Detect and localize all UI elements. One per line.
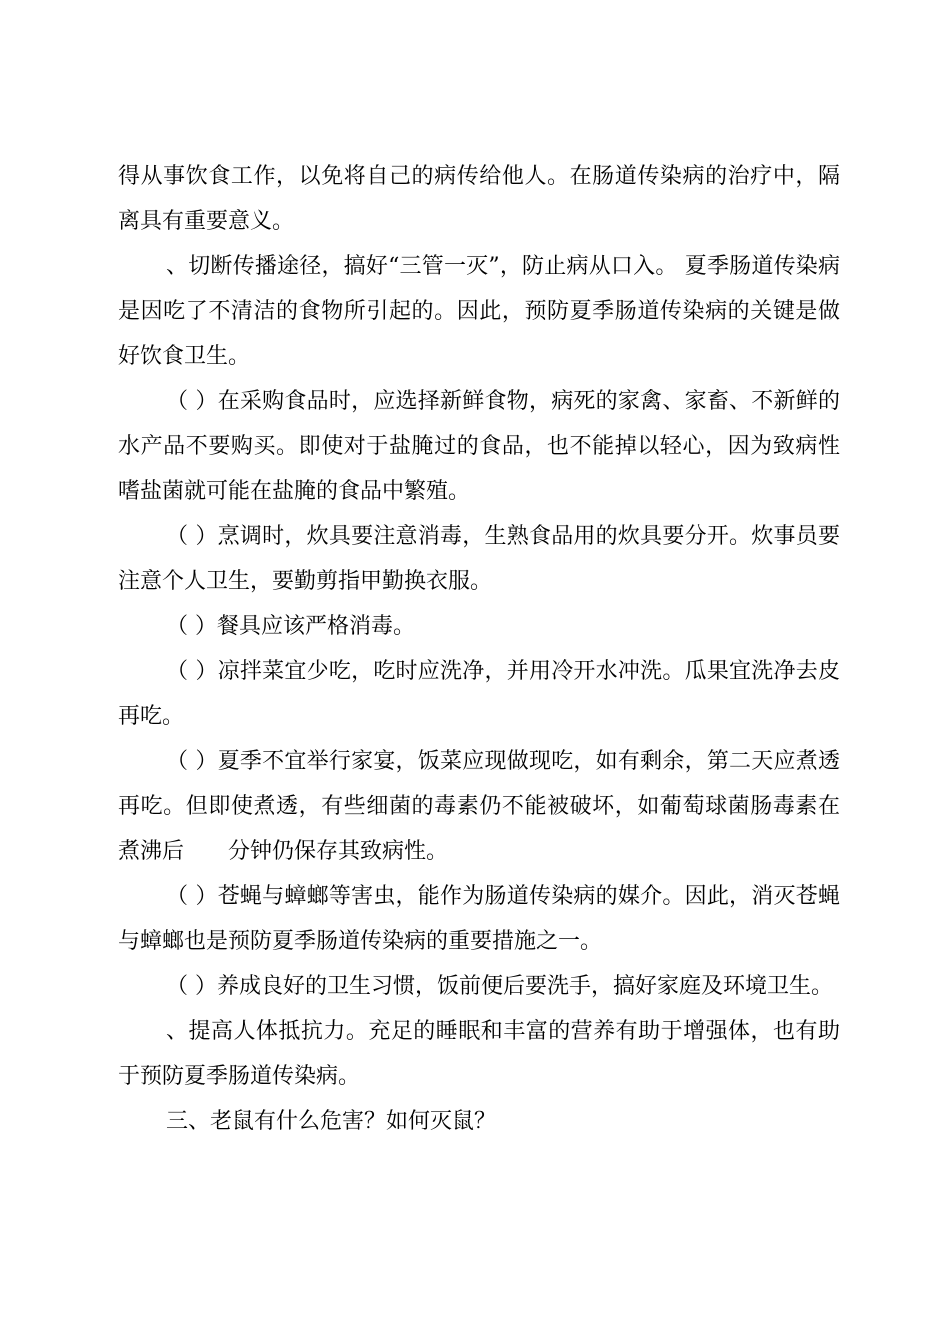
paragraph-tableware: （ ）餐具应该严格消毒。 <box>166 614 415 639</box>
paragraph-pests: （ ）苍蝇与蟑螂等害虫，能作为肠道传染病的媒介。因此，消灭苍蝇与蟑螂也是预防夏季肠道传染病的重要措施之一。 <box>118 884 840 954</box>
paragraph-resistance: 、提高人体抵抗力。充足的睡眠和丰富的营养有助于增强体，也有助于预防夏季肠道传染病。 <box>118 1019 840 1089</box>
paragraph-hygiene-habits: （ ）养成良好的卫生习惯，饭前便后要洗手，搞好家庭及环境卫生。 <box>166 974 833 999</box>
paragraph-cooking: （ ）烹调时，炊具要注意消毒，生熟食品用的炊具要分开。炊事员要注意个人卫生，要勤剪指甲勤换衣服。 <box>118 524 840 594</box>
paragraph-family-banquet: （ ）夏季不宜举行家宴，饭菜应现做现吃，如有剩余，第二天应煮透再吃。但即使煮透，有些细菌的毒素仍不能被破坏，如葡萄球菌肠毒素在煮沸后 分钟仍保存其致病性。 <box>118 749 840 864</box>
paragraph-isolation: 得从事饮食工作，以免将自己的病传给他人。在肠道传染病的治疗中，隔离具有重要意义。 <box>118 164 840 234</box>
paragraph-cut-transmission: 、切断传播途径，搞好“三管一灭”，防止病从口入。 夏季肠道传染病是因吃了不清洁的食物所引起的。因此，预防夏季肠道传染病的关键是做好饮食卫生。 <box>118 254 840 369</box>
paragraph-cold-dishes: （ ）凉拌菜宜少吃，吃时应洗净，并用冷开水冲洗。瓜果宜洗净去皮再吃。 <box>118 659 840 729</box>
document-page <box>118 154 840 1144</box>
paragraph-purchase-food: （ ）在采购食品时，应选择新鲜食物，病死的家禽、家畜、不新鲜的水产品不要购买。即使对于盐腌过的食品，也不能掉以轻心，因为致病性嗜盐菌就可能在盐腌的食品中繁殖。 <box>118 389 840 504</box>
section-heading-rats: 三、老鼠有什么危害？如何灭鼠？ <box>166 1109 497 1134</box>
